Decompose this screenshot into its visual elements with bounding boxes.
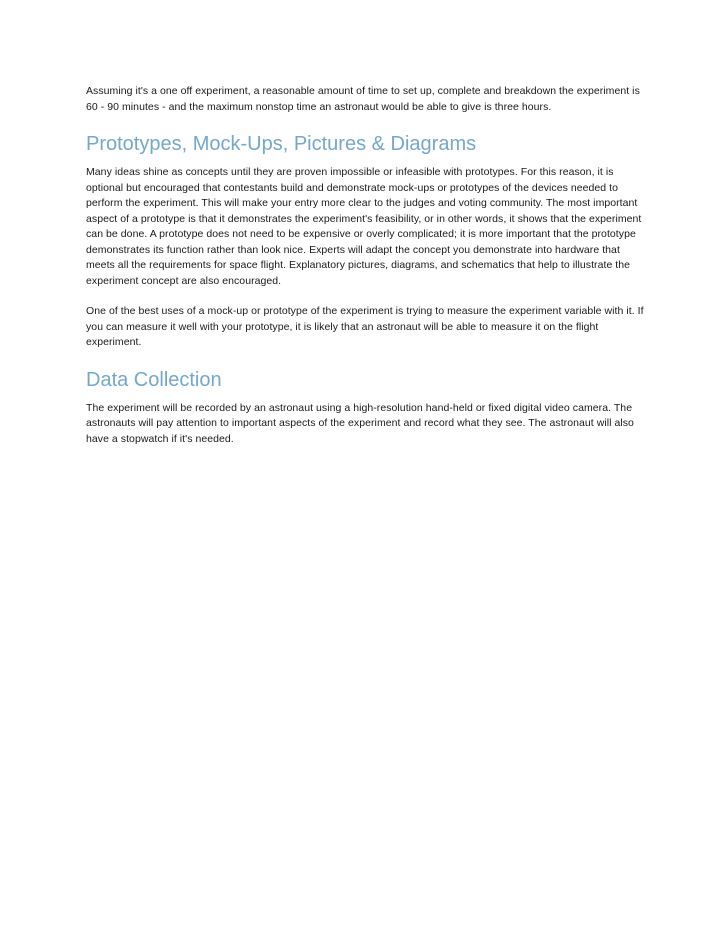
prototypes-paragraph-1: Many ideas shine as concepts until they are proven impossible or infeasible with prototypes. For this reason, it is optional but encouraged that contestants build and demonstrate mock-ups or prototypes of the devices needed to perform the experiment. This will make your entry more clear to the judges and voting community. The most important aspect of a prototype is that it demonstrates the experiment's feasibility, or in other words, it shows that the experiment can be done. A prototype does not need to be expensive or overly complicated; it is more important that the prototype demonstrates its function rather than look nice. Experts will adapt the concept you demonstrate into hardware that meets all the requirements for space flight. Explanatory pictures, diagrams, and schematics that help to illustrate the experiment concept are also encouraged.	[86, 166, 642, 287]
data-collection-paragraph: The experiment will be recorded by an astronaut using a high-resolution hand-held or fixed digital video camera. The astronauts will pay attention to important aspects of the experiment and record what they see. The astronaut will also have a stopwatch if it's needed.	[86, 401, 634, 445]
section-heading-prototypes: Prototypes, Mock-Ups, Pictures & Diagrams	[86, 133, 477, 155]
prototypes-paragraph-2: One of the best uses of a mock-up or prototype of the experiment is trying to measure the experiment variable with it. If you can measure it well with your prototype, it is likely that an astronaut will be able to measure it on the flight experiment.	[86, 305, 644, 348]
document-page	[86, 84, 646, 447]
intro-paragraph: Assuming it's a one off experiment, a reasonable amount of time to set up, complete and breakdown the experiment is 60 - 90 minutes - and the maximum nonstop time an astronaut would be able to give is three hours.	[86, 85, 640, 113]
section-heading-data-collection: Data Collection	[86, 368, 222, 391]
